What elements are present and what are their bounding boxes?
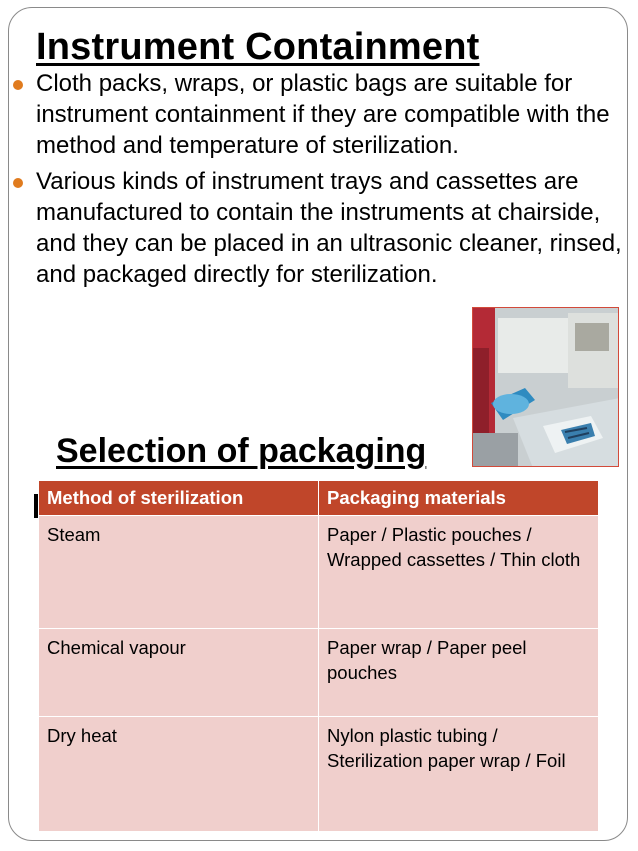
table-cell: Paper / Plastic pouches / Wrapped cassettes / Thin cloth xyxy=(319,516,599,629)
table-row xyxy=(39,629,599,717)
bullet-list xyxy=(10,68,630,295)
table-cell: Dry heat xyxy=(39,717,319,832)
instrument-tray-photo xyxy=(472,307,619,467)
slide-title: Instrument Containment xyxy=(36,26,480,68)
table-cell: Paper wrap / Paper peel pouches xyxy=(319,629,599,717)
table-row xyxy=(39,516,599,629)
bullet-icon xyxy=(13,178,23,188)
bullet-item xyxy=(10,68,630,161)
table-header-row xyxy=(39,481,599,516)
table-cell: Nylon plastic tubing / Sterilization paper wrap / Foil xyxy=(319,717,599,832)
bullet-text: Various kinds of instrument trays and cassettes are manufactured to contain the instruments at chairside, and they can be placed in an ultrasonic cleaner, rinsed, and packaged directly for sterilization. xyxy=(36,168,622,288)
bullet-text: Cloth packs, wraps, or plastic bags are suitable for instrument containment if they are compatible with the method and temperature of sterilization. xyxy=(36,70,610,159)
table-cell: Steam xyxy=(39,516,319,629)
column-header: Method of sterilization xyxy=(39,481,319,516)
section-subtitle: Selection of packaging xyxy=(56,432,427,470)
packaging-table xyxy=(38,480,599,832)
column-header: Packaging materials xyxy=(319,481,599,516)
bullet-item xyxy=(10,166,630,290)
table-row xyxy=(39,717,599,832)
photo-illustration xyxy=(473,308,619,467)
bullet-icon xyxy=(13,80,23,90)
table-cell: Chemical vapour xyxy=(39,629,319,717)
